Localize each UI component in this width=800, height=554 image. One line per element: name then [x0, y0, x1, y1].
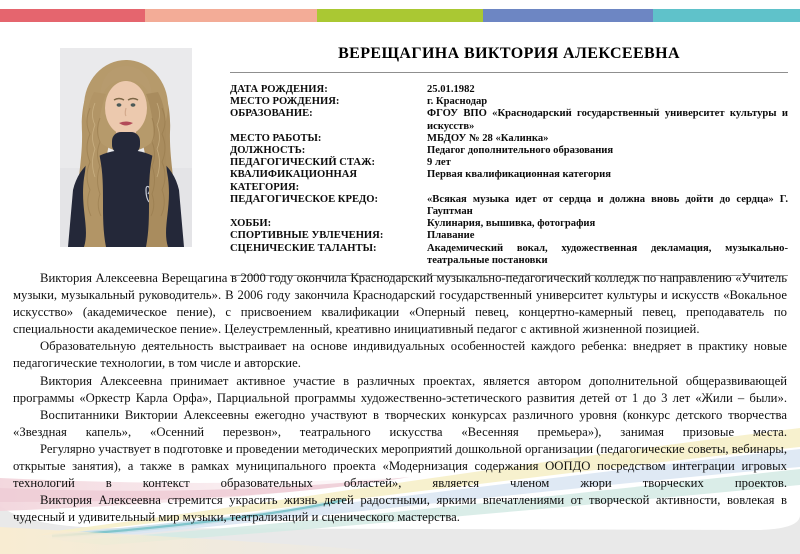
detail-row	[230, 194, 788, 218]
detail-row	[230, 230, 788, 242]
detail-label: ХОББИ:	[230, 218, 272, 230]
detail-row	[230, 84, 788, 96]
detail-label: ОБРАЗОВАНИЕ:	[230, 108, 313, 120]
detail-value: Педагог дополнительного образования	[427, 145, 614, 157]
detail-value: Первая квалификационная категория	[427, 169, 611, 181]
color-segment-red	[0, 9, 145, 22]
detail-value: ФГОУ ВПО «Краснодарский государственный университет культуры и искусств»	[427, 108, 788, 132]
detail-row	[230, 133, 788, 145]
portrait-photo	[60, 48, 192, 247]
detail-label: МЕСТО РАБОТЫ:	[230, 132, 322, 144]
detail-row	[230, 169, 788, 193]
detail-value: МБДОУ № 28 «Калинка»	[427, 132, 549, 144]
detail-row	[230, 145, 788, 157]
top-color-bar	[0, 9, 800, 22]
title-divider	[230, 72, 788, 73]
color-segment-salmon	[145, 9, 317, 22]
bio-paragraph: Образовательную деятельность выстраивает на основе индивидуальных особенностей каждого ребенка: внедряет в практику новые педагогические технологии, в том числе и авторские.	[13, 339, 787, 371]
profile-info-panel	[230, 44, 788, 276]
details-list	[230, 84, 788, 267]
detail-value: Плавание	[427, 230, 475, 242]
detail-row	[230, 108, 788, 132]
detail-row	[230, 243, 788, 267]
detail-label: СЦЕНИЧЕСКИЕ ТАЛАНТЫ:	[230, 242, 377, 254]
detail-label: ПЕДАГОГИЧЕСКОЕ КРЕДО:	[230, 193, 379, 205]
detail-value: Кулинария, вышивка, фотография	[427, 218, 596, 230]
detail-row	[230, 218, 788, 230]
detail-label: МЕСТО РОЖДЕНИЯ:	[230, 96, 340, 108]
detail-row	[230, 157, 788, 169]
bio-paragraph: Регулярно участвует в подготовке и проведении методических мероприятий дошкольной организации (педагогические советы, вебинары, открытые занятия), а также в рамках муниципального проекта «Модернизация содержания ООПДО посредством интеграции игровых технологий в контекст образовательных областей», является членом жюри творческих проектов.	[13, 441, 787, 491]
detail-row	[230, 96, 788, 108]
bio-paragraph: Виктория Алексеевна стремится украсить жизнь детей радостными, яркими впечатлениями от творческой активности, вовлекая в чудесный и удивительный мир музыки, театрализаций и сценического мастерства.	[13, 493, 787, 525]
detail-value: г. Краснодар	[427, 96, 488, 108]
detail-label: СПОРТИВНЫЕ УВЛЕЧЕНИЯ:	[230, 230, 384, 242]
bio-paragraph: Виктория Алексеевна принимает активное участие в различных проектах, является автором дополнительной общеразвивающей программы «Оркестр Карла Орфа», Парциальной программы художественно-эстетического развития детей от 1 до 3 лет «Жили – были».	[13, 373, 787, 405]
detail-value: 25.01.1982	[427, 84, 475, 95]
biography	[13, 270, 787, 526]
detail-label: КВАЛИФИКАЦИОННАЯ КАТЕГОРИЯ:	[230, 169, 358, 193]
woman-portrait-illustration	[60, 48, 192, 247]
bio-paragraph: Виктория Алексеевна Верещагина в 2000 году окончила Краснодарский музыкально-педагогический колледж по направлению «Учитель музыки, музыкальный руководитель». В 2006 году закончила Краснодарский государственный университет культуры и искусств «Вокальное искусство» (академическое пение), с присвоением квалификации «Оперный певец, концертно-камерный певец, преподаватель по специальности академическое пение». Целеустремленный, креативно инициативный педагог с активной жизненной позицией.	[13, 271, 787, 337]
detail-label: ПЕДАГОГИЧЕСКИЙ СТАЖ:	[230, 157, 376, 169]
color-segment-blue	[483, 9, 653, 22]
detail-value: «Всякая музыка идет от сердца и должна вновь дойти до сердца» Г. Гауптман	[427, 193, 788, 218]
detail-value: Академический вокал, художественная декламация, музыкально-театральные постановки	[427, 242, 788, 266]
color-segment-teal	[653, 9, 800, 22]
bio-paragraph: Воспитанники Виктории Алексеевны ежегодно участвуют в творческих конкурсах различного уровня (конкурс детского творчества «Звездная капель», «Осенний перезвон», театрального искусства «Весенняя премьера»), занимая призовые места.	[13, 407, 787, 439]
detail-label: ДАТА РОЖДЕНИЯ:	[230, 84, 328, 95]
page-title: ВЕРЕЩАГИНА ВИКТОРИЯ АЛЕКСЕЕВНА	[338, 45, 680, 62]
detail-value: 9 лет	[427, 157, 451, 169]
color-segment-green	[317, 9, 483, 22]
detail-label: ДОЛЖНОСТЬ:	[230, 145, 306, 157]
